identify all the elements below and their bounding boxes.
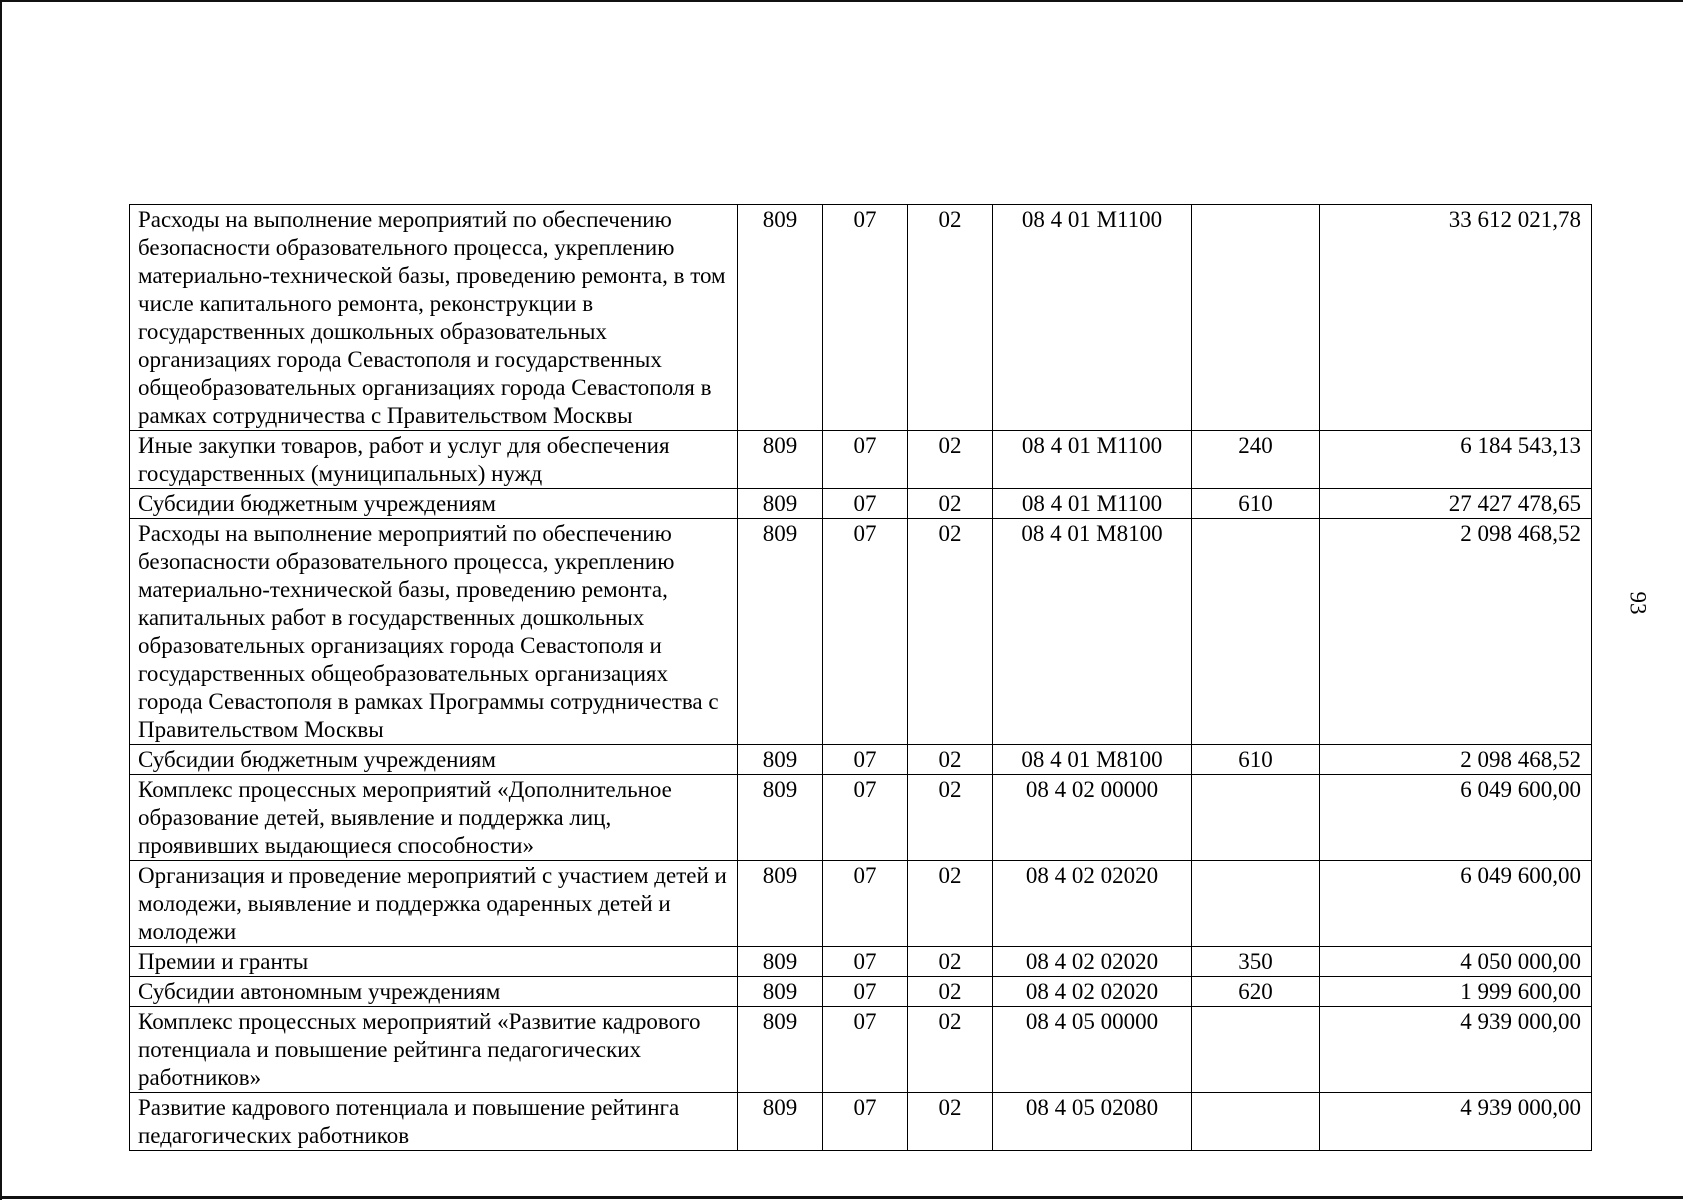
expense-name-cell: Комплекс процессных мероприятий «Дополнительное образование детей, выявление и поддержка лиц, проявивших выдающиеся способности» — [130, 775, 738, 861]
subsection-code-cell: 02 — [908, 431, 993, 489]
expense-type-cell: 610 — [1192, 489, 1320, 519]
section-code-cell: 07 — [823, 977, 908, 1007]
target-code-cell: 08 4 05 02080 — [993, 1093, 1192, 1151]
table-row — [130, 489, 1592, 519]
target-code-cell: 08 4 02 02020 — [993, 947, 1192, 977]
target-code-cell: 08 4 02 00000 — [993, 775, 1192, 861]
amount-cell: 2 098 468,52 — [1320, 745, 1592, 775]
expense-name-cell: Субсидии бюджетным учреждениям — [130, 489, 738, 519]
target-code-cell: 08 4 05 00000 — [993, 1007, 1192, 1093]
expense-type-cell — [1192, 205, 1320, 431]
expense-name-cell: Премии и гранты — [130, 947, 738, 977]
target-code-cell: 08 4 01 M8100 — [993, 519, 1192, 745]
amount-cell: 1 999 600,00 — [1320, 977, 1592, 1007]
amount-cell: 27 427 478,65 — [1320, 489, 1592, 519]
subsection-code-cell: 02 — [908, 1093, 993, 1151]
subsection-code-cell: 02 — [908, 947, 993, 977]
expense-name-cell: Субсидии бюджетным учреждениям — [130, 745, 738, 775]
table-row — [130, 745, 1592, 775]
target-code-cell: 08 4 02 02020 — [993, 977, 1192, 1007]
target-code-cell: 08 4 01 M1100 — [993, 489, 1192, 519]
ministry-code-cell: 809 — [738, 775, 823, 861]
table-row — [130, 947, 1592, 977]
expense-type-cell — [1192, 519, 1320, 745]
amount-cell: 6 049 600,00 — [1320, 775, 1592, 861]
subsection-code-cell: 02 — [908, 775, 993, 861]
table-row — [130, 1007, 1592, 1093]
budget-table-body — [130, 205, 1592, 1151]
section-code-cell: 07 — [823, 1093, 908, 1151]
section-code-cell: 07 — [823, 431, 908, 489]
expense-name-cell: Комплекс процессных мероприятий «Развитие кадрового потенциала и повышение рейтинга педагогических работников» — [130, 1007, 738, 1093]
expense-name-cell: Развитие кадрового потенциала и повышение рейтинга педагогических работников — [130, 1093, 738, 1151]
table-row — [130, 977, 1592, 1007]
target-code-cell: 08 4 01 M1100 — [993, 205, 1192, 431]
expense-type-cell: 620 — [1192, 977, 1320, 1007]
table-row — [130, 775, 1592, 861]
expense-type-cell: 610 — [1192, 745, 1320, 775]
table-row — [130, 519, 1592, 745]
section-code-cell: 07 — [823, 489, 908, 519]
section-code-cell: 07 — [823, 205, 908, 431]
expense-type-cell — [1192, 775, 1320, 861]
section-code-cell: 07 — [823, 745, 908, 775]
target-code-cell: 08 4 01 M8100 — [993, 745, 1192, 775]
expense-type-cell — [1192, 1007, 1320, 1093]
ministry-code-cell: 809 — [738, 489, 823, 519]
table-row — [130, 431, 1592, 489]
amount-cell: 4 050 000,00 — [1320, 947, 1592, 977]
ministry-code-cell: 809 — [738, 1007, 823, 1093]
expense-type-cell — [1192, 1093, 1320, 1151]
target-code-cell: 08 4 01 M1100 — [993, 431, 1192, 489]
expense-name-cell: Организация и проведение мероприятий с участием детей и молодежи, выявление и поддержка одаренных детей и молодежи — [130, 861, 738, 947]
ministry-code-cell: 809 — [738, 431, 823, 489]
scan-border-bottom — [0, 1196, 1683, 1199]
section-code-cell: 07 — [823, 519, 908, 745]
subsection-code-cell: 02 — [908, 489, 993, 519]
table-row — [130, 205, 1592, 431]
ministry-code-cell: 809 — [738, 947, 823, 977]
page-number: 93 — [1625, 591, 1651, 615]
table-row — [130, 1093, 1592, 1151]
ministry-code-cell: 809 — [738, 861, 823, 947]
ministry-code-cell: 809 — [738, 745, 823, 775]
ministry-code-cell: 809 — [738, 977, 823, 1007]
ministry-code-cell: 809 — [738, 205, 823, 431]
expense-type-cell: 240 — [1192, 431, 1320, 489]
ministry-code-cell: 809 — [738, 1093, 823, 1151]
scan-border-top — [0, 0, 1683, 2]
amount-cell: 33 612 021,78 — [1320, 205, 1592, 431]
section-code-cell: 07 — [823, 861, 908, 947]
subsection-code-cell: 02 — [908, 1007, 993, 1093]
expense-name-cell: Иные закупки товаров, работ и услуг для обеспечения государственных (муниципальных) нужд — [130, 431, 738, 489]
section-code-cell: 07 — [823, 775, 908, 861]
target-code-cell: 08 4 02 02020 — [993, 861, 1192, 947]
amount-cell: 4 939 000,00 — [1320, 1007, 1592, 1093]
expense-type-cell — [1192, 861, 1320, 947]
amount-cell: 4 939 000,00 — [1320, 1093, 1592, 1151]
subsection-code-cell: 02 — [908, 861, 993, 947]
ministry-code-cell: 809 — [738, 519, 823, 745]
amount-cell: 2 098 468,52 — [1320, 519, 1592, 745]
subsection-code-cell: 02 — [908, 205, 993, 431]
amount-cell: 6 049 600,00 — [1320, 861, 1592, 947]
amount-cell: 6 184 543,13 — [1320, 431, 1592, 489]
subsection-code-cell: 02 — [908, 745, 993, 775]
expense-type-cell: 350 — [1192, 947, 1320, 977]
subsection-code-cell: 02 — [908, 977, 993, 1007]
subsection-code-cell: 02 — [908, 519, 993, 745]
section-code-cell: 07 — [823, 1007, 908, 1093]
expense-name-cell: Субсидии автономным учреждениям — [130, 977, 738, 1007]
section-code-cell: 07 — [823, 947, 908, 977]
expense-name-cell: Расходы на выполнение мероприятий по обеспечению безопасности образовательного процесса, укреплению материально-технической базы, проведению ремонта, капитальных работ в государственных дошкольных образовательных организациях города Севастополя и государственных общеобразовательных организациях города Севастополя в рамках Программы сотрудничества с Правительством Москвы — [130, 519, 738, 745]
budget-table — [129, 204, 1592, 1151]
scan-border-left — [0, 0, 2, 1200]
expense-name-cell: Расходы на выполнение мероприятий по обеспечению безопасности образовательного процесса, укреплению материально-технической базы, проведению ремонта, в том числе капитального ремонта, реконструкции в государственных дошкольных образовательных организациях города Севастополя и государственных общеобразовательных организациях города Севастополя в рамках сотрудничества с Правительством Москвы — [130, 205, 738, 431]
table-row — [130, 861, 1592, 947]
